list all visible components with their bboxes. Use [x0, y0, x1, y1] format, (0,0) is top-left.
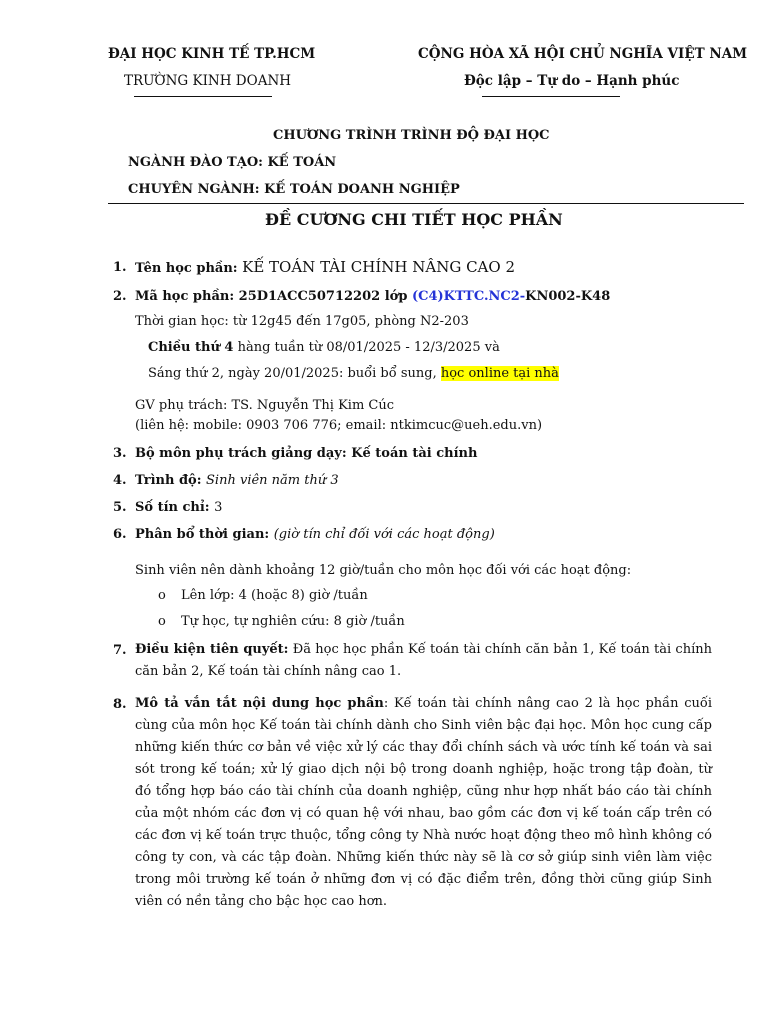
course-code-label: Mã học phần: 25D1ACC50712202 lớp — [135, 289, 412, 304]
bullet-self-study-hours: Tự học, tự nghiên cứu: 8 giờ /tuần — [181, 614, 405, 629]
item-number-1: 1. — [113, 260, 127, 275]
prerequisites-label: Điều kiện tiên quyết: — [135, 642, 289, 657]
right-header-underline — [482, 96, 620, 97]
section-divider — [108, 203, 744, 204]
credits-line — [135, 500, 222, 515]
item-number-7: 7. — [113, 643, 127, 658]
item-number-6: 6. — [113, 527, 127, 542]
time-allocation-line — [135, 527, 495, 542]
contact-line: (liên hệ: mobile: 0903 706 776; email: ntkimcuc@ueh.edu.vn) — [135, 418, 543, 433]
class-code-suffix: KN002-K48 — [525, 289, 611, 304]
class-code: (C4)KTTC.NC2- — [411, 289, 526, 304]
class-time: Thời gian học: từ 12g45 đến 17g05, phòng N2-203 — [135, 314, 469, 329]
prerequisites-text: Đã học học phần Kế toán tài chính căn bản 1, Kế toán tài chính căn bản 2, Kế toán tài chính nâng cao 1. — [135, 642, 712, 679]
prerequisites-paragraph — [135, 639, 712, 683]
left-header-underline — [134, 96, 272, 97]
program-title: CHƯƠNG TRÌNH TRÌNH ĐỘ ĐẠI HỌC — [273, 128, 550, 143]
credits-value: 3 — [214, 500, 223, 515]
level-line — [135, 473, 339, 488]
country-name: CỘNG HÒA XÃ HỘI CHỦ NGHĨA VIỆT NAM — [418, 46, 748, 62]
level-label: Trình độ: — [135, 473, 207, 488]
university-name: ĐẠI HỌC KINH TẾ TP.HCM — [108, 46, 316, 62]
extra-session-text: Sáng thứ 2, ngày 20/01/2025: buổi bổ sung, — [148, 366, 441, 381]
item-course-code — [135, 289, 610, 304]
course-name-value: KẾ TOÁN TÀI CHÍNH NÂNG CAO 2 — [242, 258, 515, 276]
item-number-4: 4. — [113, 473, 127, 488]
item-number-5: 5. — [113, 500, 127, 515]
credits-label: Số tín chỉ: — [135, 500, 215, 515]
time-allocation-label: Phân bổ thời gian: — [135, 527, 274, 542]
course-description-paragraph — [135, 693, 712, 913]
level-value: Sinh viên năm thứ 3 — [206, 473, 339, 488]
course-description-label: Mô tả vắn tắt nội dung học phần — [135, 696, 384, 711]
specialization-line: CHUYÊN NGÀNH: KẾ TOÁN DOANH NGHIỆP — [128, 182, 460, 197]
national-motto: Độc lập – Tự do – Hạnh phúc — [464, 73, 680, 89]
study-hours-intro: Sinh viên nên dành khoảng 12 giờ/tuần cho môn học đối với các hoạt động: — [135, 563, 632, 578]
item-number-2: 2. — [113, 289, 127, 304]
course-description-text: : Kế toán tài chính nâng cao 2 là học phần cuối cùng của môn học Kế toán tài chính dành cho Sinh viên bậc đại học. Môn học cung cấp những kiến thức cơ bản về việc xử lý các thay đổi chính sách và ước tính kế toán và sai sót trong kế toán; xử lý giao dịch nội bộ trong doanh nghiệp, hoặc trong tập đoàn, từ đó tổng hợp báo cáo tài chính của doanh nghiệp, cũng như hợp nhất báo cáo tài chính của một nhóm các đơn vị có quan hệ với nhau, bao gồm các đơn vị kế toán cấp trên có các đơn vị kế toán trực thuộc, tổng công ty Nhà nước hoạt động theo mô hình không có công ty con, và các tập đoàn. Những kiến thức này sẽ là cơ sở giúp sinh viên làm việc trong môi trường kế toán ở những đơn vị có đặc điểm trên, đồng thời cũng giúp Sinh viên có nền tảng cho bậc học cao hơn. — [135, 696, 712, 909]
weekly-schedule — [148, 340, 500, 355]
item-number-8: 8. — [113, 697, 127, 712]
course-name-label: Tên học phần: — [135, 261, 243, 276]
schedule-period: hàng tuần từ 08/01/2025 - 12/3/2025 và — [233, 340, 500, 355]
schedule-day: Chiều thứ 4 — [148, 340, 234, 355]
major-line: NGÀNH ĐÀO TẠO: KẾ TOÁN — [128, 155, 337, 170]
item-number-3: 3. — [113, 446, 127, 461]
bullet-marker-1: o — [158, 588, 166, 603]
lecturer-line: GV phụ trách: TS. Nguyễn Thị Kim Cúc — [135, 398, 395, 413]
department-line: Bộ môn phụ trách giảng dạy: Kế toán tài chính — [135, 446, 478, 461]
time-allocation-note: (giờ tín chỉ đối với các hoạt động) — [273, 527, 495, 542]
document-title: ĐỀ CƯƠNG CHI TIẾT HỌC PHẦN — [265, 210, 563, 229]
bullet-class-hours: Lên lớp: 4 (hoặc 8) giờ /tuần — [181, 588, 368, 603]
item-course-name — [135, 258, 515, 276]
school-name: TRƯỜNG KINH DOANH — [124, 73, 292, 89]
bullet-marker-2: o — [158, 614, 166, 629]
extra-session — [148, 366, 559, 381]
online-highlight: học online tại nhà — [440, 366, 559, 381]
